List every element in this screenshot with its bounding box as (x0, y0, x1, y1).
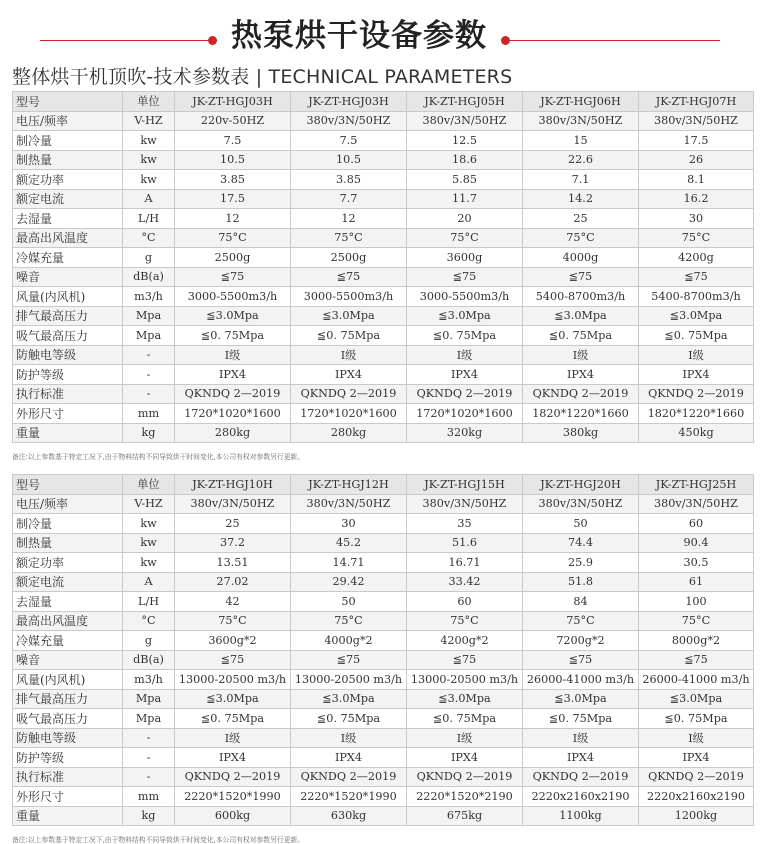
param-unit: V-HZ (123, 111, 175, 131)
param-value: 320kg (407, 423, 523, 443)
table-row (13, 189, 754, 209)
param-unit: °C (123, 611, 175, 631)
param-value: 2500g (175, 248, 291, 268)
param-value: I级 (407, 728, 523, 748)
param-value: I级 (523, 345, 639, 365)
param-name: 外形尺寸 (13, 787, 123, 807)
param-value: 280kg (291, 423, 407, 443)
param-unit: L/H (123, 592, 175, 612)
param-value: QKNDQ 2—2019 (639, 767, 754, 787)
param-value: 14.2 (523, 189, 639, 209)
param-name: 去湿量 (13, 209, 123, 229)
param-value: 75°C (175, 228, 291, 248)
param-value: 17.5 (639, 131, 754, 151)
param-unit: mm (123, 404, 175, 424)
param-value: 75°C (639, 228, 754, 248)
param-value: ≦3.0Mpa (523, 306, 639, 326)
banner (0, 0, 760, 62)
param-value: QKNDQ 2—2019 (407, 767, 523, 787)
table-row (13, 572, 754, 592)
param-value: 630kg (291, 806, 407, 826)
banner-rule-left (40, 40, 208, 41)
param-value: 35 (407, 514, 523, 534)
table-row (13, 326, 754, 346)
table-row (13, 806, 754, 826)
param-value: IPX4 (407, 748, 523, 768)
param-value: 25.9 (523, 553, 639, 573)
param-value: 50 (291, 592, 407, 612)
param-value: 7200g*2 (523, 631, 639, 651)
param-value: 675kg (407, 806, 523, 826)
param-value: 50 (523, 514, 639, 534)
param-value: I级 (639, 345, 754, 365)
param-unit: Mpa (123, 709, 175, 729)
param-value: IPX4 (291, 748, 407, 768)
param-value: 75°C (291, 228, 407, 248)
param-value: ≦3.0Mpa (175, 306, 291, 326)
param-unit: °C (123, 228, 175, 248)
param-value: 60 (407, 592, 523, 612)
param-value: 30.5 (639, 553, 754, 573)
table-row (13, 345, 754, 365)
param-value: 13000-20500 m3/h (175, 670, 291, 690)
param-value: 16.71 (407, 553, 523, 573)
param-value: IPX4 (175, 748, 291, 768)
table-row (13, 689, 754, 709)
param-value: 3000-5500m3/h (175, 287, 291, 307)
param-value: ≦0. 75Mpa (291, 709, 407, 729)
param-value: QKNDQ 2—2019 (407, 384, 523, 404)
table-row (13, 150, 754, 170)
param-value: 4200g*2 (407, 631, 523, 651)
param-value: 74.4 (523, 533, 639, 553)
param-name: 冷媒充量 (13, 631, 123, 651)
param-value: IPX4 (175, 365, 291, 385)
page-subtitle: 整体烘干机顶吹-技术参数表 | TECHNICAL PARAMETERS (12, 66, 513, 88)
param-unit: - (123, 767, 175, 787)
param-unit: kw (123, 514, 175, 534)
param-value: ≦0. 75Mpa (175, 326, 291, 346)
table-row (13, 384, 754, 404)
table-row (13, 365, 754, 385)
param-value: 1820*1220*1660 (639, 404, 754, 424)
param-value: 75°C (523, 611, 639, 631)
table-row (13, 553, 754, 573)
param-unit: - (123, 384, 175, 404)
param-value: 3000-5500m3/h (407, 287, 523, 307)
param-value: 2220x2160x2190 (523, 787, 639, 807)
param-value: 75°C (291, 611, 407, 631)
param-value: 37.2 (175, 533, 291, 553)
table-row (13, 670, 754, 690)
param-value: ≦3.0Mpa (407, 689, 523, 709)
param-value: ≦0. 75Mpa (407, 709, 523, 729)
param-unit: kg (123, 806, 175, 826)
param-value: ≦75 (175, 650, 291, 670)
param-value: I级 (639, 728, 754, 748)
param-name: 排气最高压力 (13, 306, 123, 326)
param-value: IPX4 (639, 365, 754, 385)
param-value: 25 (175, 514, 291, 534)
param-unit: V-HZ (123, 494, 175, 514)
param-value: 30 (639, 209, 754, 229)
param-name: 风量(内风机) (13, 670, 123, 690)
param-value: 29.42 (291, 572, 407, 592)
param-value: 17.5 (175, 189, 291, 209)
param-value: 2220*1520*1990 (291, 787, 407, 807)
param-value: 51.8 (523, 572, 639, 592)
param-value: ≦3.0Mpa (523, 689, 639, 709)
param-value: 380v/3N/50HZ (175, 494, 291, 514)
header-model-name: JK-ZT-HGJ05H (407, 92, 523, 112)
param-value: 7.5 (291, 131, 407, 151)
param-value: 7.5 (175, 131, 291, 151)
param-value: ≦75 (639, 650, 754, 670)
param-name: 外形尺寸 (13, 404, 123, 424)
param-value: 5400-8700m3/h (523, 287, 639, 307)
param-value: 8.1 (639, 170, 754, 190)
header-model-label: 型号 (13, 475, 123, 495)
param-unit: A (123, 189, 175, 209)
param-value: 10.5 (175, 150, 291, 170)
param-value: 380v/3N/50HZ (639, 111, 754, 131)
param-unit: m3/h (123, 670, 175, 690)
param-value: 90.4 (639, 533, 754, 553)
param-value: ≦75 (175, 267, 291, 287)
param-value: 22.6 (523, 150, 639, 170)
table-row (13, 611, 754, 631)
param-name: 防触电等级 (13, 345, 123, 365)
param-value: 2220*1520*2190 (407, 787, 523, 807)
table-row (13, 767, 754, 787)
param-name: 重量 (13, 806, 123, 826)
table-header-row (13, 475, 754, 495)
param-value: 3.85 (175, 170, 291, 190)
param-value: 380v/3N/50HZ (523, 111, 639, 131)
param-value: 1820*1220*1660 (523, 404, 639, 424)
banner-title: 热泵烘干设备参数 (231, 18, 487, 54)
header-model-label: 型号 (13, 92, 123, 112)
spec-table-2 (12, 474, 754, 826)
param-value: ≦75 (291, 267, 407, 287)
param-value: 7.1 (523, 170, 639, 190)
param-value: 13000-20500 m3/h (291, 670, 407, 690)
param-value: 20 (407, 209, 523, 229)
table-row (13, 709, 754, 729)
param-value: 75°C (407, 611, 523, 631)
param-value: 84 (523, 592, 639, 612)
param-value: 380v/3N/50HZ (291, 111, 407, 131)
param-name: 去湿量 (13, 592, 123, 612)
param-name: 执行标准 (13, 767, 123, 787)
param-value: 1720*1020*1600 (175, 404, 291, 424)
table-row (13, 306, 754, 326)
param-unit: - (123, 748, 175, 768)
table-1-note: 备注:以上参数基于特定工况下,由于物料结构不同导致烘干时间变化,本公司有权对参数另行更新。 (12, 453, 305, 461)
param-value: ≦0. 75Mpa (523, 326, 639, 346)
param-value: I级 (291, 728, 407, 748)
param-value: ≦75 (407, 650, 523, 670)
param-value: ≦0. 75Mpa (639, 709, 754, 729)
param-value: 26000-41000 m3/h (523, 670, 639, 690)
table-row (13, 728, 754, 748)
param-unit: kw (123, 553, 175, 573)
param-value: 380v/3N/50HZ (523, 494, 639, 514)
param-value: 1100kg (523, 806, 639, 826)
param-value: ≦3.0Mpa (639, 689, 754, 709)
param-value: 2500g (291, 248, 407, 268)
header-unit-label: 单位 (123, 475, 175, 495)
param-value: 380v/3N/50HZ (639, 494, 754, 514)
param-value: ≦75 (639, 267, 754, 287)
param-value: IPX4 (523, 748, 639, 768)
param-value: 1200kg (639, 806, 754, 826)
param-value: ≦75 (523, 267, 639, 287)
param-value: 16.2 (639, 189, 754, 209)
param-name: 吸气最高压力 (13, 709, 123, 729)
param-unit: kw (123, 150, 175, 170)
param-name: 电压/频率 (13, 111, 123, 131)
param-value: QKNDQ 2—2019 (523, 384, 639, 404)
param-unit: kg (123, 423, 175, 443)
param-value: 380kg (523, 423, 639, 443)
param-name: 制热量 (13, 150, 123, 170)
param-value: 61 (639, 572, 754, 592)
spec-table-1 (12, 91, 754, 443)
param-unit: - (123, 728, 175, 748)
header-model-name: JK-ZT-HGJ10H (175, 475, 291, 495)
table-row (13, 631, 754, 651)
param-value: QKNDQ 2—2019 (291, 767, 407, 787)
header-unit-label: 单位 (123, 92, 175, 112)
param-value: 100 (639, 592, 754, 612)
param-unit: - (123, 345, 175, 365)
param-name: 重量 (13, 423, 123, 443)
param-value: 220v-50HZ (175, 111, 291, 131)
table-row (13, 228, 754, 248)
param-value: ≦75 (407, 267, 523, 287)
param-unit: kw (123, 533, 175, 553)
param-value: 75°C (175, 611, 291, 631)
param-value: QKNDQ 2—2019 (639, 384, 754, 404)
param-value: QKNDQ 2—2019 (523, 767, 639, 787)
param-value: IPX4 (523, 365, 639, 385)
param-unit: A (123, 572, 175, 592)
param-value: ≦3.0Mpa (291, 306, 407, 326)
param-value: 5400-8700m3/h (639, 287, 754, 307)
param-value: 15 (523, 131, 639, 151)
table-row (13, 650, 754, 670)
param-value: 4000g*2 (291, 631, 407, 651)
param-value: 2220x2160x2190 (639, 787, 754, 807)
param-value: 3.85 (291, 170, 407, 190)
param-value: I级 (175, 728, 291, 748)
param-value: 4200g (639, 248, 754, 268)
param-value: I级 (291, 345, 407, 365)
table-row (13, 533, 754, 553)
param-unit: Mpa (123, 306, 175, 326)
param-value: 3600g*2 (175, 631, 291, 651)
param-value: ≦0. 75Mpa (175, 709, 291, 729)
table-row (13, 514, 754, 534)
param-name: 额定功率 (13, 553, 123, 573)
param-value: 12 (291, 209, 407, 229)
param-name: 防护等级 (13, 748, 123, 768)
param-name: 最高出风温度 (13, 228, 123, 248)
param-value: 10.5 (291, 150, 407, 170)
param-value: 380v/3N/50HZ (291, 494, 407, 514)
table-row (13, 209, 754, 229)
param-value: 26000-41000 m3/h (639, 670, 754, 690)
table-row (13, 494, 754, 514)
param-value: 4000g (523, 248, 639, 268)
header-model-name: JK-ZT-HGJ12H (291, 475, 407, 495)
param-value: 3000-5500m3/h (291, 287, 407, 307)
param-value: ≦0. 75Mpa (639, 326, 754, 346)
param-value: 18.6 (407, 150, 523, 170)
param-value: QKNDQ 2—2019 (175, 384, 291, 404)
banner-rule-right (510, 40, 720, 41)
param-value: 380v/3N/50HZ (407, 111, 523, 131)
param-name: 防护等级 (13, 365, 123, 385)
param-unit: mm (123, 787, 175, 807)
table-row (13, 748, 754, 768)
param-name: 风量(内风机) (13, 287, 123, 307)
table-row (13, 592, 754, 612)
table-row (13, 423, 754, 443)
param-value: I级 (175, 345, 291, 365)
param-name: 制冷量 (13, 514, 123, 534)
param-name: 制冷量 (13, 131, 123, 151)
param-value: ≦0. 75Mpa (407, 326, 523, 346)
param-value: ≦3.0Mpa (407, 306, 523, 326)
param-value: 1720*1020*1600 (407, 404, 523, 424)
table-row (13, 787, 754, 807)
param-value: 30 (291, 514, 407, 534)
param-value: 60 (639, 514, 754, 534)
param-unit: kw (123, 131, 175, 151)
param-value: 600kg (175, 806, 291, 826)
header-model-name: JK-ZT-HGJ15H (407, 475, 523, 495)
param-value: 8000g*2 (639, 631, 754, 651)
param-value: 1720*1020*1600 (291, 404, 407, 424)
param-value: IPX4 (291, 365, 407, 385)
param-name: 额定电流 (13, 189, 123, 209)
param-value: ≦3.0Mpa (291, 689, 407, 709)
table-row (13, 111, 754, 131)
header-model-name: JK-ZT-HGJ25H (639, 475, 754, 495)
param-value: 75°C (639, 611, 754, 631)
param-name: 额定电流 (13, 572, 123, 592)
header-model-name: JK-ZT-HGJ20H (523, 475, 639, 495)
param-unit: L/H (123, 209, 175, 229)
param-value: 450kg (639, 423, 754, 443)
param-value: 75°C (523, 228, 639, 248)
param-unit: Mpa (123, 689, 175, 709)
param-value: 51.6 (407, 533, 523, 553)
param-unit: m3/h (123, 287, 175, 307)
param-value: I级 (523, 728, 639, 748)
param-value: IPX4 (639, 748, 754, 768)
param-name: 执行标准 (13, 384, 123, 404)
param-value: QKNDQ 2—2019 (291, 384, 407, 404)
param-unit: g (123, 631, 175, 651)
param-unit: dB(a) (123, 267, 175, 287)
param-name: 排气最高压力 (13, 689, 123, 709)
param-value: IPX4 (407, 365, 523, 385)
param-value: ≦75 (291, 650, 407, 670)
banner-dot-right (501, 36, 510, 45)
table-row (13, 287, 754, 307)
header-model-name: JK-ZT-HGJ03H (291, 92, 407, 112)
param-unit: dB(a) (123, 650, 175, 670)
param-name: 额定功率 (13, 170, 123, 190)
param-value: ≦3.0Mpa (639, 306, 754, 326)
param-value: ≦0. 75Mpa (291, 326, 407, 346)
param-value: 12 (175, 209, 291, 229)
param-value: 380v/3N/50HZ (407, 494, 523, 514)
table-2-note: 备注:以上参数基于特定工况下,由于物料结构不同导致烘干时间变化,本公司有权对参数另行更新。 (12, 836, 305, 844)
table-row (13, 170, 754, 190)
param-name: 防触电等级 (13, 728, 123, 748)
table-header-row (13, 92, 754, 112)
table-row (13, 248, 754, 268)
header-model-name: JK-ZT-HGJ07H (639, 92, 754, 112)
param-value: 11.7 (407, 189, 523, 209)
param-name: 噪音 (13, 267, 123, 287)
param-name: 电压/频率 (13, 494, 123, 514)
param-value: 14.71 (291, 553, 407, 573)
banner-dot-left (208, 36, 217, 45)
param-value: 25 (523, 209, 639, 229)
param-value: ≦75 (523, 650, 639, 670)
param-unit: kw (123, 170, 175, 190)
param-value: 2220*1520*1990 (175, 787, 291, 807)
param-value: ≦0. 75Mpa (523, 709, 639, 729)
param-name: 制热量 (13, 533, 123, 553)
param-unit: Mpa (123, 326, 175, 346)
param-value: 3600g (407, 248, 523, 268)
param-value: 33.42 (407, 572, 523, 592)
param-value: 27.02 (175, 572, 291, 592)
param-value: 5.85 (407, 170, 523, 190)
param-value: 13000-20500 m3/h (407, 670, 523, 690)
param-name: 吸气最高压力 (13, 326, 123, 346)
table-row (13, 404, 754, 424)
param-value: QKNDQ 2—2019 (175, 767, 291, 787)
param-value: 45.2 (291, 533, 407, 553)
param-value: 42 (175, 592, 291, 612)
param-value: I级 (407, 345, 523, 365)
param-unit: - (123, 365, 175, 385)
param-value: ≦3.0Mpa (175, 689, 291, 709)
header-model-name: JK-ZT-HGJ06H (523, 92, 639, 112)
param-unit: g (123, 248, 175, 268)
param-value: 7.7 (291, 189, 407, 209)
param-name: 噪音 (13, 650, 123, 670)
param-name: 最高出风温度 (13, 611, 123, 631)
param-name: 冷媒充量 (13, 248, 123, 268)
header-model-name: JK-ZT-HGJ03H (175, 92, 291, 112)
table-row (13, 267, 754, 287)
param-value: 75°C (407, 228, 523, 248)
table-row (13, 131, 754, 151)
param-value: 280kg (175, 423, 291, 443)
param-value: 12.5 (407, 131, 523, 151)
param-value: 26 (639, 150, 754, 170)
param-value: 13.51 (175, 553, 291, 573)
